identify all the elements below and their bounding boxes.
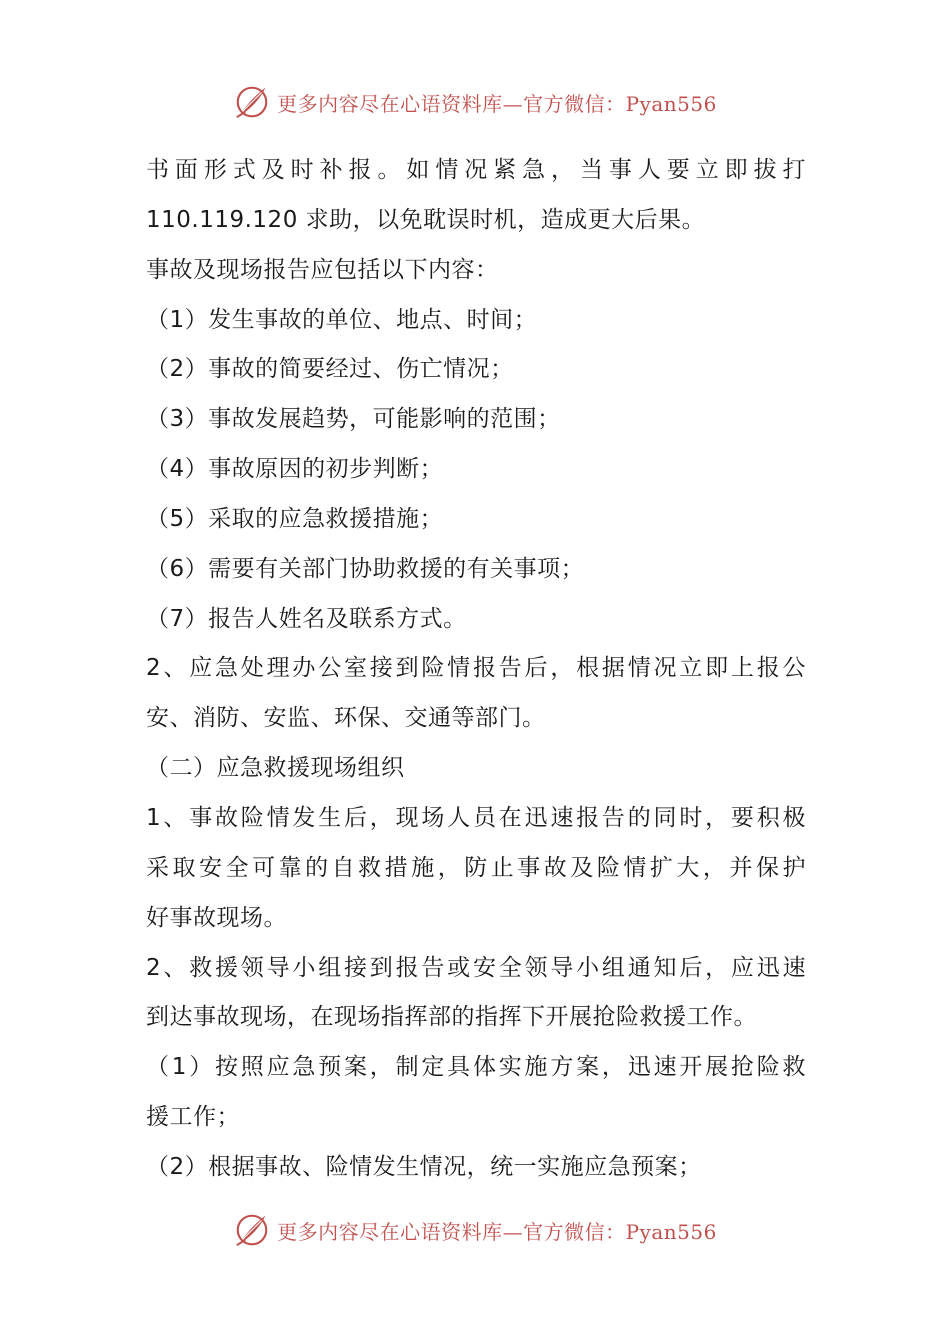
section-heading: （二）应急救援现场组织	[146, 755, 405, 782]
body-text	[146, 146, 806, 1193]
list-item: （2）根据事故、险情发生情况，统一实施应急预案；	[146, 1153, 702, 1180]
list-item: （2）事故的简要经过、伤亡情况；	[146, 356, 514, 383]
list-item: （7）报告人姓名及联系方式。	[146, 605, 467, 632]
text-line: 好事故现场。	[146, 904, 287, 931]
list-item: （5）采取的应急救援措施；	[146, 505, 444, 532]
list-item: （3）事故发展趋势，可能影响的范围；	[146, 406, 561, 433]
text-line: 到达事故现场，在现场指挥部的指挥下开展抢险救援工作。	[146, 1004, 757, 1031]
header-banner	[0, 82, 950, 122]
text-line: 2、救援领导小组接到报告或安全领导小组通知后，应迅速	[146, 954, 806, 981]
text-line: 2、应急处理办公室接到险情报告后，根据情况立即上报公	[146, 655, 806, 682]
header-text: 更多内容尽在心语资料库—官方微信：Pyan556	[277, 91, 717, 116]
text-line: 援工作；	[146, 1104, 240, 1131]
text-line: 采取安全可靠的自救措施，防止事故及险情扩大，并保护	[146, 854, 806, 881]
footer-text: 更多内容尽在心语资料库—官方微信：Pyan556	[277, 1219, 717, 1244]
pen-logo-icon	[233, 1211, 271, 1249]
pen-logo-icon	[233, 83, 271, 121]
list-item: （1）按照应急预案，制定具体实施方案，迅速开展抢险救	[146, 1054, 806, 1081]
list-item: （1）发生事故的单位、地点、时间；	[146, 306, 538, 333]
text-line: 安、消防、安监、环保、交通等部门。	[146, 705, 546, 732]
text-line: 书面形式及时补报。如情况紧急，当事人要立即拔打	[146, 157, 806, 183]
text-line: 110.119.120 求助，以免耽误时机，造成更大后果。	[146, 206, 706, 233]
list-item: （4）事故原因的初步判断；	[146, 456, 444, 483]
footer-banner	[0, 1210, 950, 1250]
text-line: 1、事故险情发生后，现场人员在迅速报告的同时，要积极	[146, 804, 806, 831]
text-line: 事故及现场报告应包括以下内容：	[146, 256, 499, 283]
list-item: （6）需要有关部门协助救援的有关事项；	[146, 555, 585, 582]
